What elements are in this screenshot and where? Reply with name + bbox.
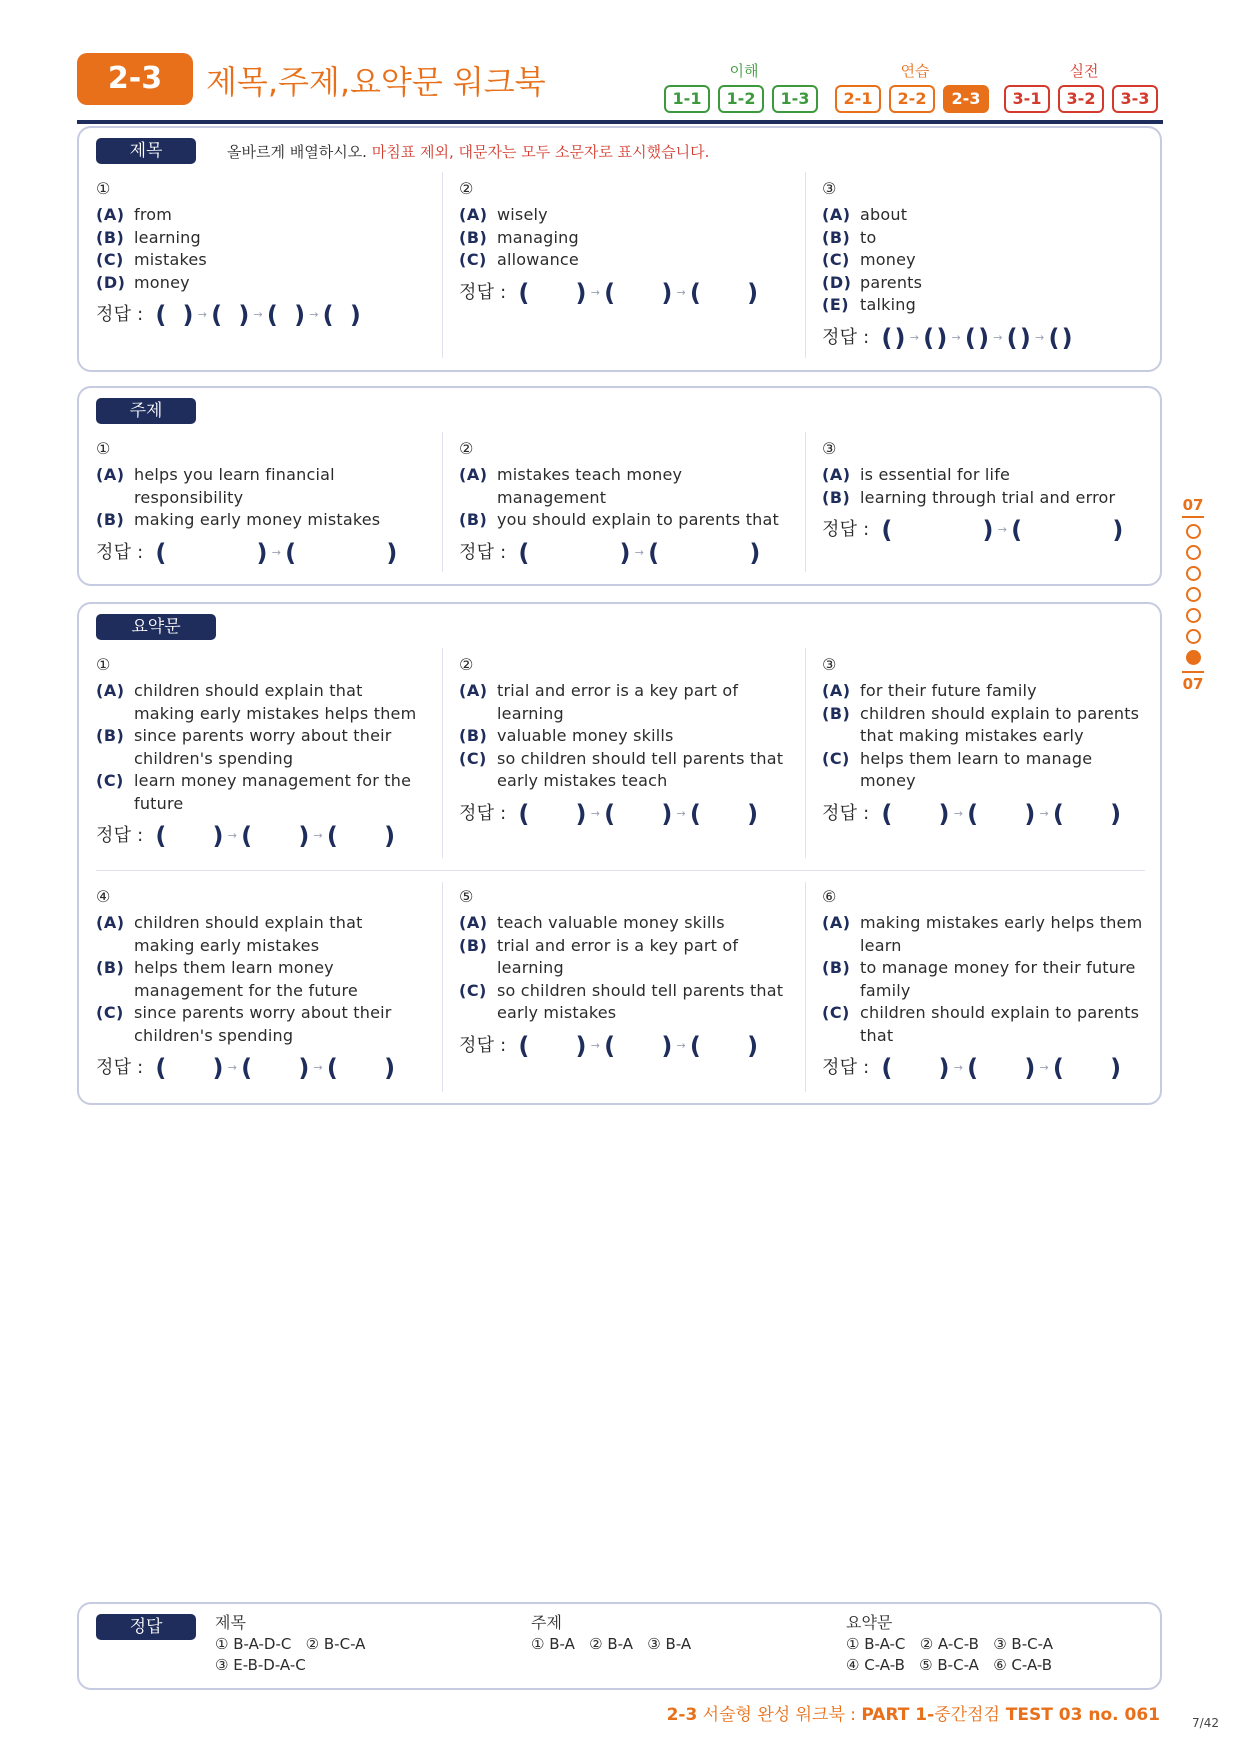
answer-row[interactable]: 정답 : ( ) → ( ) → ( ): [459, 1031, 759, 1060]
choice-item: [822, 957, 1152, 1002]
choice-label: (B): [822, 227, 851, 247]
choice-label: (C): [822, 748, 850, 768]
column-divider: [442, 882, 443, 1092]
choice-label: (A): [459, 913, 488, 932]
answer-key: [77, 1602, 1162, 1690]
choice-item: [822, 703, 1152, 748]
answer-key-line: ① B-A-C ② A-C-B ③ B-C-A: [846, 1635, 1053, 1653]
choice-item: [459, 227, 789, 250]
choice-label: (C): [96, 250, 124, 269]
choice-item: [822, 272, 1152, 295]
choice-item: [96, 770, 426, 815]
answer-label: 정답 :: [459, 1034, 507, 1056]
choice-item: [822, 464, 1152, 487]
choice-label: (B): [96, 510, 125, 529]
section-tag-topic: 주제: [96, 398, 196, 424]
instruction-note: 마침표 제외, 대문자는 모두 소문자로 표시했습니다.: [366, 143, 710, 161]
choice-item: [822, 912, 1152, 957]
choice-label: (C): [459, 980, 487, 1000]
summary-question-1: [96, 654, 426, 848]
choice-item: [822, 204, 1152, 227]
footer-mid: 중간점검: [934, 1705, 1000, 1725]
answer-label: 정답 :: [822, 1057, 870, 1078]
choice-label: (C): [822, 1003, 850, 1022]
choice-text: children should explain to parents that: [860, 1003, 1140, 1045]
choice-item: [822, 249, 1152, 272]
column-divider: [442, 432, 443, 572]
answer-key-line: ① B-A ② B-A ③ B-A: [531, 1635, 692, 1653]
choice-label: (A): [822, 465, 851, 484]
choice-item: [96, 725, 426, 770]
answer-label: 정답 :: [459, 541, 507, 563]
choice-label: (A): [822, 681, 851, 700]
choice-item: [822, 680, 1152, 703]
tab-2-3[interactable]: 2-3: [943, 85, 989, 113]
progress-dot-current: [1186, 650, 1201, 665]
choice-item: [822, 294, 1152, 317]
question-number: ①: [96, 655, 111, 674]
answer-key-heading: 주제: [531, 1613, 562, 1632]
choice-text: from: [134, 205, 173, 224]
choice-label: (B): [96, 958, 125, 977]
choice-text: you should explain to parents that: [497, 510, 779, 529]
choice-item: [459, 725, 789, 748]
footer-test: TEST 03 no. 061: [999, 1705, 1160, 1725]
question-number: ①: [96, 179, 111, 198]
choice-item: [96, 464, 426, 509]
section-tag-title: 제목: [96, 138, 196, 164]
choice-item: [822, 227, 1152, 250]
question-number: ②: [459, 439, 474, 458]
choice-text: trial and error is a key part of learning: [497, 935, 739, 977]
choice-item: [96, 204, 426, 227]
choice-label: (B): [822, 958, 851, 977]
choice-text: children should explain that making early mistakes helps them: [134, 681, 417, 723]
choice-label: (C): [96, 771, 124, 790]
group-label-real: 실전: [1069, 62, 1099, 80]
choice-text: trial and error is a key part of learning: [497, 681, 739, 723]
page-number: 7/42: [1192, 1716, 1219, 1730]
choice-label: (D): [822, 272, 852, 292]
choice-item: [459, 912, 789, 935]
column-divider: [805, 648, 806, 858]
choice-label: (C): [459, 250, 487, 269]
choice-text: to: [860, 227, 877, 247]
choice-item: [96, 249, 426, 272]
choice-item: [822, 1002, 1152, 1047]
progress-dot: [1186, 566, 1201, 581]
instruction: [227, 141, 709, 162]
answer-key-line: ④ C-A-B ⑤ B-C-A ⑥ C-A-B: [846, 1656, 1053, 1674]
choice-text: learn money management for the future: [134, 771, 412, 813]
summary-question-2: [459, 654, 789, 828]
answer-label: 정답 :: [96, 825, 144, 846]
answer-row[interactable]: 정답 : ( ) → ( ): [96, 538, 398, 567]
choice-label: (A): [96, 465, 125, 484]
column-divider: [442, 648, 443, 858]
answer-key-line: ① B-A-D-C ② B-C-A: [215, 1635, 366, 1653]
choice-label: (B): [822, 487, 851, 507]
unit-code-badge: 2-3: [77, 53, 193, 105]
answer-row[interactable]: 정답 : ( ) → ( ) → ( ): [96, 822, 396, 850]
tab-2-2[interactable]: 2-2: [889, 85, 935, 113]
title-question-2: [459, 178, 789, 307]
tab-3-2[interactable]: 3-2: [1058, 85, 1104, 113]
question-number: ⑤: [459, 887, 474, 906]
choice-item: [822, 487, 1152, 510]
question-number: ③: [822, 179, 837, 198]
progress-dot: [1186, 587, 1201, 602]
choice-label: (A): [459, 465, 488, 484]
choice-item: [459, 204, 789, 227]
progress-dot: [1186, 608, 1201, 623]
choice-text: managing: [497, 227, 579, 247]
choice-text: money: [860, 250, 916, 269]
answer-key-topic: [531, 1612, 691, 1655]
choice-label: (E): [822, 295, 850, 314]
answer-label: 정답 :: [822, 326, 870, 348]
choice-item: [459, 980, 789, 1025]
answer-row[interactable]: 정답 : ( ) → ( ) → ( ) → ( ): [96, 301, 362, 329]
choice-text: about: [860, 205, 908, 224]
section-topic: [77, 386, 1162, 586]
choice-text: making mistakes early helps them learn: [860, 913, 1143, 955]
question-number: ②: [459, 655, 474, 674]
choice-text: parents: [860, 272, 923, 292]
topic-question-1: [96, 438, 426, 567]
question-number: ④: [96, 887, 111, 906]
answer-label: 정답 :: [459, 281, 507, 303]
answer-key-title: [215, 1612, 365, 1676]
answer-key-tag: 정답: [96, 1614, 196, 1640]
answer-row[interactable]: 정답 : ( ) → ( ) → ( ): [822, 1054, 1122, 1082]
progress-top-number: 07: [1182, 496, 1204, 514]
choice-item: [822, 748, 1152, 793]
choice-item: [96, 1002, 426, 1047]
choice-item: [459, 464, 789, 509]
progress-bottom-number: 07: [1182, 675, 1204, 693]
choice-label: (A): [822, 205, 851, 224]
choice-label: (B): [822, 703, 851, 723]
question-number: ③: [822, 439, 837, 458]
choice-label: (A): [459, 681, 488, 700]
choice-label: (B): [459, 510, 488, 529]
choice-text: helps them learn money management for the future: [134, 958, 358, 1000]
column-divider: [805, 172, 806, 358]
row-divider: [96, 870, 1145, 871]
answer-row[interactable]: 정답 : ( ) → ( ): [459, 538, 761, 567]
tab-1-3[interactable]: 1-3: [772, 85, 818, 113]
tab-1-2[interactable]: 1-2: [718, 85, 764, 113]
question-number: ③: [822, 655, 837, 674]
choice-item: [459, 509, 789, 532]
question-number: ①: [96, 439, 111, 458]
progress-dot: [1186, 629, 1201, 644]
choice-text: mistakes: [134, 250, 207, 269]
tab-2-1[interactable]: 2-1: [835, 85, 881, 113]
choice-text: money: [134, 272, 190, 292]
choice-text: since parents worry about their children's spending: [134, 1003, 392, 1045]
column-divider: [805, 882, 806, 1092]
choice-text: helps them learn to manage money: [860, 748, 1093, 790]
choice-label: (A): [459, 205, 488, 224]
group-label-understand: 이해: [729, 62, 759, 80]
choice-text: learning through trial and error: [860, 487, 1116, 507]
answer-row[interactable]: 정답 : ( ) → ( ) → ( ): [822, 799, 1122, 828]
answer-key-heading: 요약문: [846, 1613, 893, 1632]
topic-question-3: [822, 438, 1152, 542]
answer-row[interactable]: 정답 : ( ) → ( ) → ( ): [459, 799, 759, 828]
choice-text: valuable money skills: [497, 726, 674, 745]
choice-text: making early money mistakes: [134, 510, 381, 529]
question-number: ⑥: [822, 887, 837, 906]
choice-text: to manage money for their future family: [860, 958, 1136, 1000]
tab-1-1[interactable]: 1-1: [664, 85, 710, 113]
section-title: [77, 126, 1162, 372]
summary-question-5: [459, 886, 789, 1060]
choice-item: [96, 680, 426, 725]
choice-text: so children should tell parents that early mistakes teach: [497, 748, 784, 790]
progress-dot: [1186, 524, 1201, 539]
tab-3-3[interactable]: 3-3: [1112, 85, 1158, 113]
question-number: ②: [459, 179, 474, 198]
section-tag-summary: 요약문: [96, 614, 216, 640]
answer-key-heading: 제목: [215, 1613, 246, 1632]
choice-item: [96, 272, 426, 295]
choice-text: for their future family: [860, 681, 1037, 700]
footer-code: 2-3: [666, 1705, 698, 1725]
choice-item: [96, 957, 426, 1002]
answer-row[interactable]: 정답 : ( ) → ( ) → ( ): [459, 278, 759, 307]
choice-text: wisely: [497, 205, 548, 224]
topic-question-2: [459, 438, 789, 567]
answer-row[interactable]: 정답 : ( ) → ( ): [822, 516, 1124, 544]
answer-label: 정답 :: [96, 1057, 144, 1078]
answer-label: 정답 :: [822, 519, 870, 540]
progress-dot: [1186, 545, 1201, 560]
answer-key-line: ③ E-B-D-A-C: [215, 1656, 306, 1674]
title-question-1: [96, 178, 426, 327]
choice-label: (B): [96, 726, 125, 745]
choice-text: so children should tell parents that early mistakes: [497, 980, 784, 1022]
choice-item: [459, 935, 789, 980]
choice-text: since parents worry about their children's spending: [134, 726, 392, 768]
choice-label: (A): [96, 913, 125, 932]
footer: [667, 1700, 1160, 1725]
page-title: 제목,주제,요약문 워크북: [206, 63, 546, 101]
instruction-text: 올바르게 배열하시오.: [227, 143, 367, 161]
choice-item: [459, 249, 789, 272]
tab-3-1[interactable]: 3-1: [1004, 85, 1050, 113]
answer-row[interactable]: 정답 : ( ) → ( ) → ( ) → ( ) → ( ): [822, 323, 1073, 352]
summary-question-4: [96, 886, 426, 1080]
section-summary: [77, 602, 1162, 1105]
choice-item: [96, 912, 426, 957]
title-question-3: [822, 178, 1152, 352]
choice-label: (B): [459, 726, 488, 745]
footer-part: PART 1-: [861, 1705, 935, 1725]
header-rule: [77, 120, 1163, 124]
choice-text: children should explain that making early mistakes: [134, 913, 363, 955]
answer-key-summary: [846, 1612, 1053, 1676]
choice-label: (D): [96, 272, 126, 292]
choice-text: helps you learn financial responsibility: [134, 465, 335, 507]
choice-text: children should explain to parents that making mistakes early: [860, 703, 1140, 745]
answer-label: 정답 :: [96, 541, 144, 563]
choice-label: (A): [822, 913, 851, 932]
choice-label: (A): [96, 681, 125, 700]
choice-label: (C): [96, 1003, 124, 1022]
footer-text: 서술형 완성 워크북 :: [697, 1705, 862, 1725]
choice-item: [96, 227, 426, 250]
answer-label: 정답 :: [96, 304, 144, 325]
answer-label: 정답 :: [822, 802, 870, 824]
choice-text: learning: [134, 227, 201, 247]
group-label-practice: 연습: [900, 62, 930, 80]
side-progress: [1181, 496, 1205, 693]
choice-text: allowance: [497, 250, 579, 269]
choice-label: (C): [459, 748, 487, 768]
summary-question-6: [822, 886, 1152, 1080]
progress-line: [1182, 671, 1204, 673]
choice-label: (C): [822, 250, 850, 269]
choice-text: is essential for life: [860, 465, 1011, 484]
answer-row[interactable]: 정답 : ( ) → ( ) → ( ): [96, 1054, 396, 1082]
choice-label: (B): [459, 935, 488, 955]
choice-label: (B): [96, 227, 125, 247]
column-divider: [442, 172, 443, 358]
choice-text: mistakes teach money management: [497, 465, 683, 507]
choice-text: teach valuable money skills: [497, 913, 725, 932]
choice-item: [459, 748, 789, 793]
choice-item: [459, 680, 789, 725]
choice-item: [96, 509, 426, 532]
choice-label: (A): [96, 205, 125, 224]
column-divider: [805, 432, 806, 572]
choice-text: talking: [860, 295, 916, 314]
answer-label: 정답 :: [459, 802, 507, 824]
choice-label: (B): [459, 227, 488, 247]
summary-question-3: [822, 654, 1152, 828]
progress-line: [1182, 516, 1204, 518]
